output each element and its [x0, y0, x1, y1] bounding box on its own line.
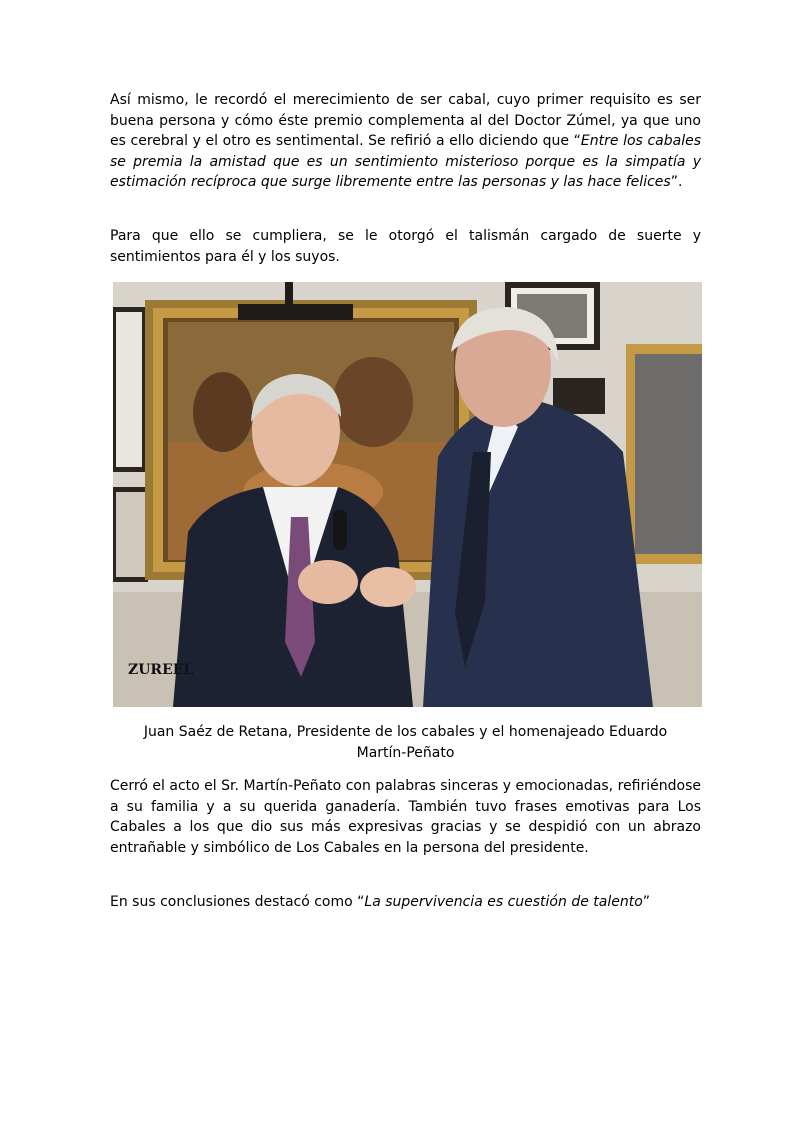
- photo-watermark: ZUREEL: [128, 662, 194, 678]
- paragraph-4-text: En sus conclusiones destacó como “: [110, 894, 365, 910]
- paragraph-4: [110, 892, 701, 913]
- paragraph-1: [110, 90, 701, 193]
- paragraph-1-close: ”.: [670, 174, 683, 190]
- paragraph-2: Para que ello se cumpliera, se le otorgó el talismán cargado de suerte y sentimientos para él y los suyos.: [110, 228, 701, 265]
- paragraph-3: Cerró el acto el Sr. Martín-Peñato con palabras sinceras y emocionadas, refiriéndose a su familia y a su querida ganadería. También tuvo frases emotivas para Los Cabales a los que dio sus más expresivas gracias y se despidió con un abrazo entrañable y simbólico de Los Cabales en la persona del presidente.: [110, 778, 701, 856]
- caption-line-1: Juan Saéz de Retana, Presidente de los cabales y el homenajeado Eduardo: [143, 724, 668, 740]
- paragraph-1-text: Así mismo, le recordó el merecimiento de ser cabal, cuyo primer requisito es ser buena persona y cómo éste premio complementa al del Doctor Zúmel, ya que uno es cerebral y el otro es sentimental. Se refirió a ello diciendo que “: [110, 92, 701, 149]
- paragraph-4-quote: La supervivencia es cuestión de talento: [364, 894, 643, 910]
- caption-line-2: Martín-Peñato: [356, 744, 455, 761]
- paragraph-1-quote: Entre los cabales se premia la amistad que es un sentimiento misterioso porque es la simpatía y estimación recíproca que surge libremente entre las personas y las hace felices: [110, 133, 702, 190]
- paragraph-4-close: ”: [642, 894, 651, 910]
- photo-caption: [110, 722, 701, 763]
- event-photo: [113, 282, 702, 707]
